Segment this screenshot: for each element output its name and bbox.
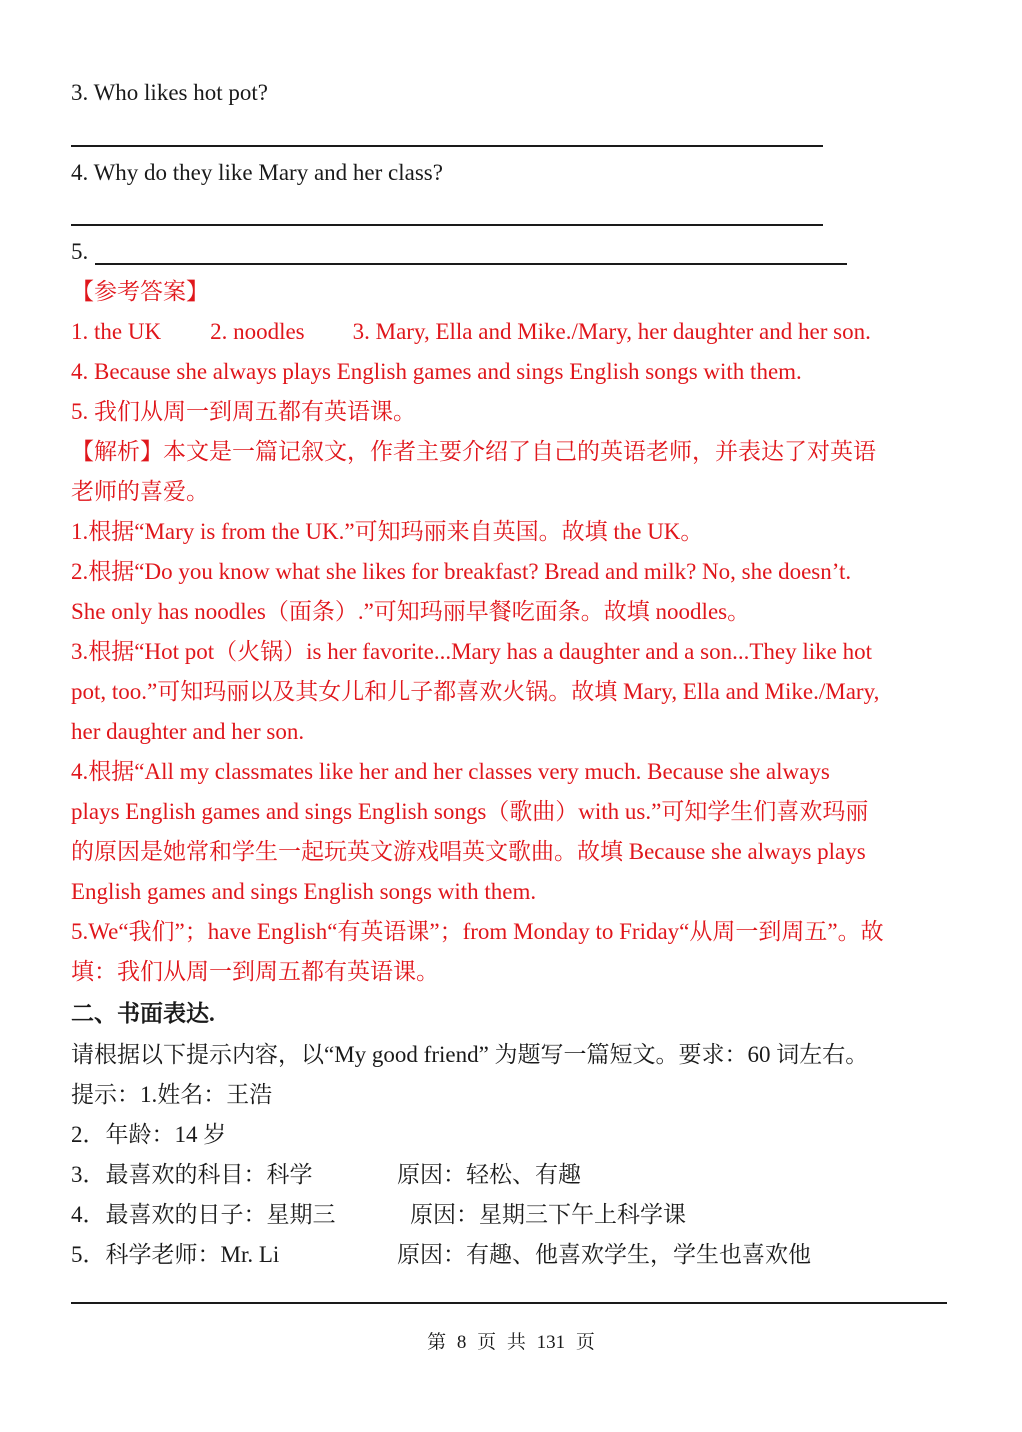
question-4: 4. Why do they like Mary and her class? — [71, 160, 443, 185]
answer-line-5 — [95, 263, 847, 265]
writing-hint-3-subject: 3．最喜欢的科目：科学 — [71, 1162, 313, 1187]
writing-instruction: 请根据以下提示内容，以“My good friend” 为题写一篇短文。要求：60 词左右。 — [71, 1042, 869, 1067]
writing-hint-1: 提示：1.姓名：王浩 — [71, 1082, 273, 1107]
answer-4: 4. Because she always plays English games and sings English songs with them. — [71, 359, 802, 384]
question-5-number: 5. — [71, 239, 89, 264]
answer-line-4 — [71, 224, 823, 226]
writing-hint-2: 2．年龄：14 岁 — [71, 1122, 227, 1147]
answer-5: 5. 我们从周一到周五都有英语课。 — [71, 399, 416, 424]
analysis-point-4-line-3: 的原因是她常和学生一起玩英文游戏唱英文歌曲。故填 Because she always plays — [71, 839, 866, 864]
answers-heading: 【参考答案】 — [71, 279, 209, 304]
analysis-point-2-line-2: She only has noodles（面条）.”可知玛丽早餐吃面条。故填 noodles。 — [71, 599, 751, 624]
analysis-point-4-line-2: plays English games and sings English songs（歌曲）with us.”可知学生们喜欢玛丽 — [71, 799, 869, 824]
analysis-intro-line-1: 【解析】本文是一篇记叙文，作者主要介绍了自己的英语老师，并表达了对英语 — [71, 439, 876, 464]
analysis-point-3-line-1: 3.根据“Hot pot（火锅）is her favorite...Mary has a daughter and a son...They like hot — [71, 639, 872, 664]
page-number: 第 8 页 共 131 页 — [427, 1332, 595, 1353]
analysis-point-4-line-1: 4.根据“All my classmates like her and her classes very much. Because she always — [71, 759, 830, 784]
writing-answer-line — [71, 1302, 947, 1304]
question-3: 3. Who likes hot pot? — [71, 80, 268, 105]
writing-hint-5-teacher: 5．科学老师：Mr. Li — [71, 1242, 280, 1267]
analysis-point-1: 1.根据“Mary is from the UK.”可知玛丽来自英国。故填 the UK。 — [71, 519, 704, 544]
answer-line-3 — [71, 145, 823, 147]
analysis-point-5-line-1: 5.We“我们”；have English“有英语课”；from Monday to Friday“从周一到周五”。故 — [71, 919, 884, 944]
analysis-point-5-line-2: 填：我们从周一到周五都有英语课。 — [71, 959, 439, 984]
analysis-point-3-line-2: pot, too.”可知玛丽以及其女儿和儿子都喜欢火锅。故填 Mary, Ella and Mike./Mary, — [71, 679, 880, 704]
writing-heading: 二、书面表达. — [71, 1001, 215, 1026]
question-5 — [71, 237, 88, 267]
writing-hint-4-reason: 原因：星期三下午上科学课 — [410, 1202, 686, 1227]
analysis-point-2-line-1: 2.根据“Do you know what she likes for breakfast? Bread and milk? No, she doesn’t. — [71, 559, 852, 584]
answers-row-1 — [71, 317, 871, 347]
answer-1: 1. the UK — [71, 319, 162, 344]
writing-hint-4-day: 4．最喜欢的日子：星期三 — [71, 1202, 336, 1227]
answer-3: 3. Mary, Ella and Mike./Mary, her daughter and her son. — [352, 319, 871, 344]
analysis-point-3-line-3: her daughter and her son. — [71, 719, 305, 744]
writing-hint-3-reason: 原因：轻松、有趣 — [397, 1162, 581, 1187]
analysis-intro-line-2: 老师的喜爱。 — [71, 479, 209, 504]
writing-hint-5-reason: 原因：有趣、他喜欢学生，学生也喜欢他 — [397, 1242, 811, 1267]
answer-2: 2. noodles — [210, 319, 305, 344]
analysis-point-4-line-4: English games and sings English songs with them. — [71, 879, 537, 904]
